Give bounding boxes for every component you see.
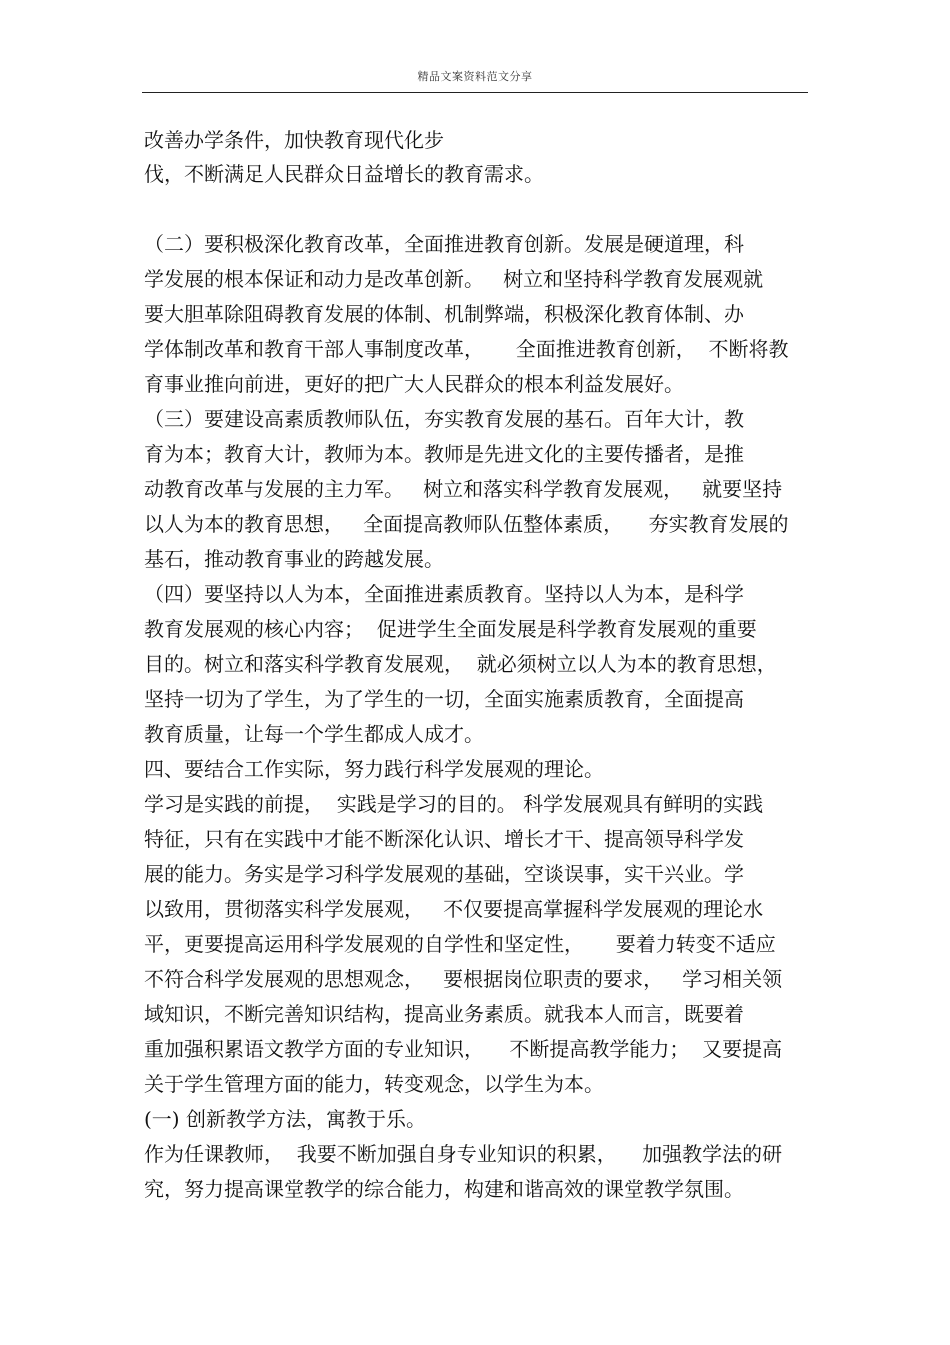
text-line: 特征，只有在实践中才能不断深化认识、增长才干、提高领导科学发 [144, 827, 744, 851]
text-line: 育事业推向前进，更好的把广大人民群众的根本利益发展好。 [144, 372, 684, 396]
text-line: 学发展的根本保证和动力是改革创新。 树立和坚持科学教育发展观就 [144, 267, 764, 291]
text-line: （三）要建设高素质教师队伍，夯实教育发展的基石。百年大计，教 [144, 407, 744, 431]
text-line: 学习是实践的前提， 实践是学习的目的。 科学发展观具有鲜明的实践 [144, 792, 764, 816]
text-line: 以人为本的教育思想， 全面提高教师队伍整体素质， 夯实教育发展的 [144, 512, 789, 536]
text-line: 域知识，不断完善知识结构，提高业务素质。就我本人而言，既要着 [144, 1002, 744, 1026]
text-line: （四）要坚持以人为本，全面推进素质教育。坚持以人为本，是科学 [144, 582, 744, 606]
text-line: （二）要积极深化教育改革，全面推进教育创新。发展是硬道理，科 [144, 232, 744, 256]
text-line: 究，努力提高课堂教学的综合能力，构建和谐高效的课堂教学氛围。 [144, 1177, 744, 1201]
text-line: 作为任课教师， 我要不断加强自身专业知识的积累， 加强教学法的研 [144, 1142, 783, 1166]
text-line: 动教育改革与发展的主力军。 树立和落实科学教育发展观， 就要坚持 [144, 477, 783, 501]
text-line: 伐，不断满足人民群众日益增长的教育需求。 [144, 162, 544, 186]
text-line: 要大胆革除阻碍教育发展的体制、机制弊端，积极深化教育体制、办 [144, 302, 744, 326]
text-line: 育为本；教育大计，教师为本。教师是先进文化的主要传播者，是推 [144, 442, 744, 466]
text-line: 不符合科学发展观的思想观念， 要根据岗位职责的要求， 学习相关领 [144, 967, 783, 991]
text-line: 四、要结合工作实际，努力践行科学发展观的理论。 [144, 757, 604, 781]
text-line: 展的能力。务实是学习科学发展观的基础，空谈误事，实干兴业。学 [144, 862, 744, 886]
text-line: 以致用，贯彻落实科学发展观， 不仅要提高掌握科学发展观的理论水 [144, 897, 764, 921]
header-title: 精品文案资料范文分享 [417, 70, 533, 83]
text-line: 重加强积累语文教学方面的专业知识， 不断提高教学能力； 又要提高 [144, 1037, 783, 1061]
text-line: 教育质量，让每一个学生都成人成才。 [144, 722, 484, 746]
text-line: 平，更要提高运用科学发展观的自学性和坚定性， 要着力转变不适应 [144, 932, 776, 956]
text-line: 学体制改革和教育干部人事制度改革， 全面推进教育创新， 不断将教 [144, 337, 789, 361]
text-line: 坚持一切为了学生，为了学生的一切，全面实施素质教育，全面提高 [144, 687, 744, 711]
text-line: 目的。树立和落实科学教育发展观， 就必须树立以人为本的教育思想， [144, 652, 777, 676]
text-line: 改善办学条件，加快教育现代化步 [144, 128, 444, 152]
text-line: 关于学生管理方面的能力，转变观念，以学生为本。 [144, 1072, 604, 1096]
text-line: (一) 创新教学方法，寓教于乐。 [144, 1107, 426, 1131]
text-line: 基石，推动教育事业的跨越发展。 [144, 547, 444, 571]
text-line: 教育发展观的核心内容； 促进学生全面发展是科学教育发展观的重要 [144, 617, 757, 641]
page-header [142, 58, 808, 93]
